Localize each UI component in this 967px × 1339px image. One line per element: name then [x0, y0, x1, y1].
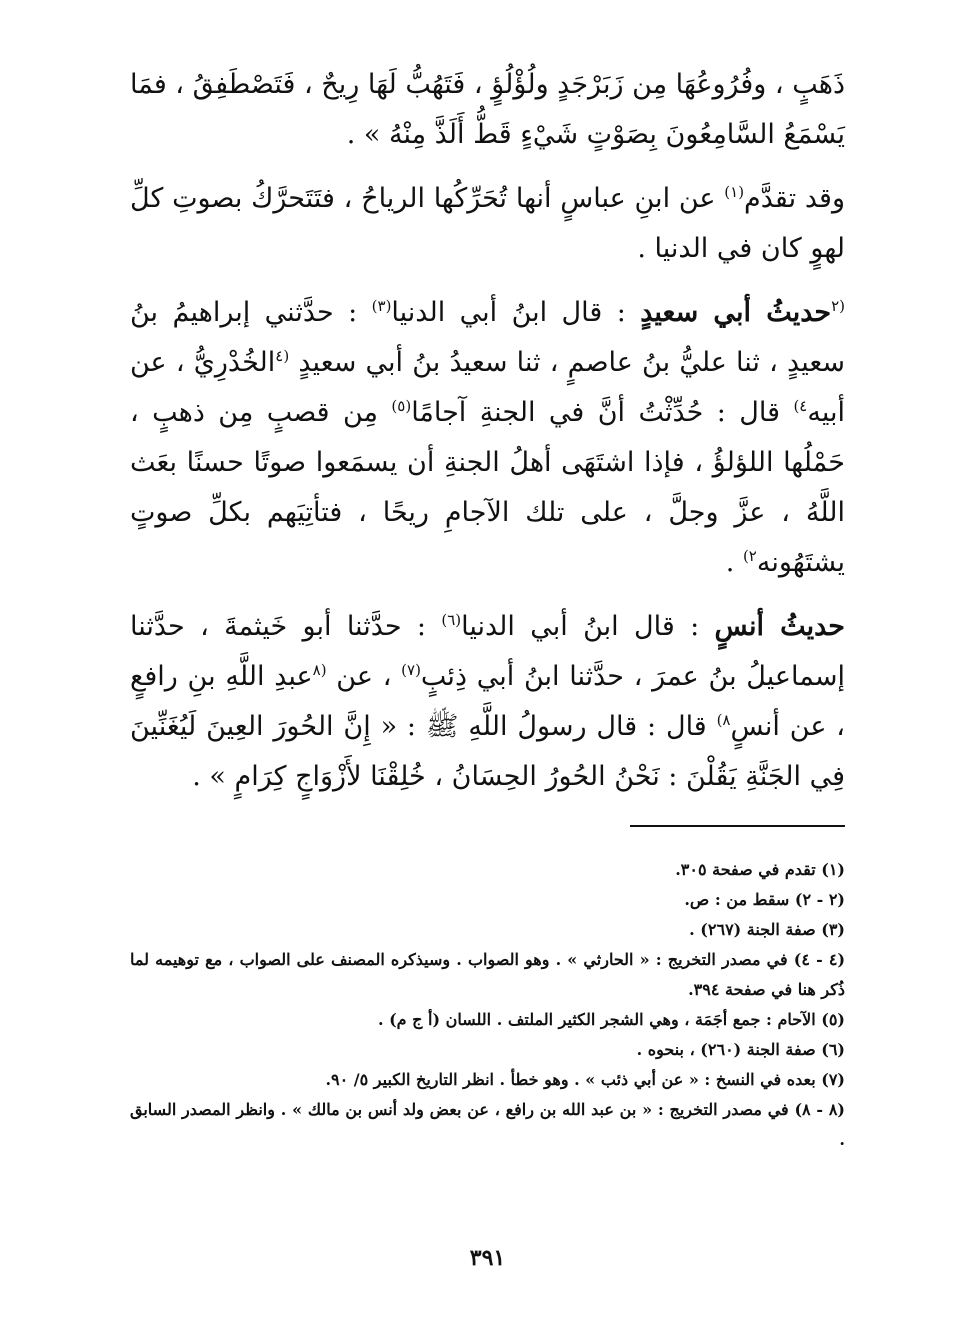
footnote-2: (٢ - ٢) سقط من : ص. [684, 890, 845, 909]
paragraph-3-text-e: مِن قصبٍ مِن ذهبٍ ، حَمْلُها اللؤلؤُ ، فإذا اشتَهَى أهلُ الجنةِ أن يسمَعوا صوتًا حسنًا بعَث اللَّهُ ، عزَّ وجلَّ ، على تلك الآجامِ ريحًا ، فتأتِيَهم بكلِّ صوتٍ يشتَهُونه [130, 397, 845, 578]
paragraph-2-text-a: وقد تقدَّم [744, 183, 845, 214]
footnote-1: (١) تقدم في صفحة ٣٠٥. [675, 860, 845, 879]
paragraph-4-text-b: : حدَّثنا أبو خَيثمةَ ، حدَّثنا إسماعيلُ بنُ عمرَ ، حدَّثنا ابنُ أبي ذِئبٍ [130, 611, 845, 692]
paragraph-2 [130, 174, 845, 274]
paragraph-3-text-b: : حدَّثني إبراهيمُ بنُ سعيدٍ ، ثنا عليُّ بنُ عاصمٍ ، ثنا سعيدُ بنُ أبي سعيدٍ [130, 297, 846, 378]
hadith-title-abi-said: حديثُ أبي سعيدٍ [640, 297, 832, 328]
paragraph-4-text-e: قال : قال رسولُ اللَّهِ ﷺ : « إِنَّ الحُورَ العِينَ لَيُغَنِّينَ فِي الجَنَّةِ يَقُلْنَ : نَحْنُ الحُورُ الحِسَانُ ، خُلِقْنَا لأَزْوَاجٍ كِرَامٍ » . [130, 711, 845, 792]
paragraph-4-text-c: ، عن [326, 661, 402, 692]
paragraph-3-text-f: . [725, 547, 743, 578]
paragraph-3-text-d: قال : حُدِّثْتُ أنَّ في الجنةِ آجامًا [411, 397, 794, 428]
main-text [130, 60, 845, 802]
footnote-ref-7[interactable]: (٧) [401, 661, 421, 679]
footnote-ref-4-close[interactable]: ٤) [793, 397, 808, 415]
paragraph-hadith-abi-said [130, 288, 845, 588]
paragraph-1 [130, 60, 845, 160]
paragraph-2-text-b: عن ابنِ عباسٍ أنها تُحَرِّكُها الرياحُ ، فتَتَحرَّكُ بصوتِ كلِّ لهوٍ كان في الدنيا . [130, 183, 845, 264]
footnote-8: (٨ - ٨) في مصدر التخريج : « بن عبد الله بن رافع ، عن بعض ولد أنس بن مالك » . وانظر المصدر السابق . [130, 1100, 845, 1149]
footnote-3: (٣) صفة الجنة (٢٦٧) . [689, 920, 845, 939]
paragraph-3-text-a: : قال ابنُ أبي الدنيا [391, 297, 641, 328]
page-number: ٣٩١ [469, 1245, 506, 1271]
footnote-7: (٧) بعده في النسخ : « عن أبي ذئب » . وهو خطأ . انظر التاريخ الكبير ٥/ ٩٠. [325, 1070, 845, 1089]
footnote-6: (٦) صفة الجنة (٢٦٠) ، بنحوه . [636, 1040, 845, 1059]
paragraph-4-text-a: : قال ابنُ أبي الدنيا [461, 611, 715, 642]
footnote-ref-5[interactable]: (٥) [391, 397, 412, 415]
paragraph-4-text-d: عبدِ اللَّهِ بنِ رافعٍ ، عن أنسٍ [130, 661, 845, 742]
paragraph-hadith-anas [130, 602, 845, 802]
footnote-ref-3[interactable]: (٣) [371, 297, 392, 315]
footnote-ref-1[interactable]: (١) [724, 183, 745, 201]
hadith-title-anas: حديثُ أنسٍ [714, 611, 845, 642]
footnote-separator [630, 825, 845, 827]
paragraph-3-text-c: الخُدْرِيُّ ، عن أبيه [130, 347, 845, 428]
footnote-ref-2-close[interactable]: ٢) [742, 547, 757, 565]
footnote-4: (٤ - ٤) في مصدر التخريج : « الحارثي » . وهو الصواب . وسيذكره المصنف على الصواب ، مع توهيمه لما ذُكر هنا في صفحة ٣٩٤. [130, 950, 846, 999]
footnote-ref-4-open[interactable]: (٤ [275, 347, 290, 365]
book-page [130, 60, 845, 1300]
footnote-ref-8-open[interactable]: (٨ [312, 661, 327, 679]
paragraph-1-text: ذَهَبٍ ، وفُرُوعُهَا مِن زَبَرْجَدٍ ولُؤْلُؤٍ ، فَتَهُبُّ لَهَا رِيحٌ ، فَتَصْطَفِقُ ، فمَا يَسْمَعُ السَّامِعُونَ بِصَوْتٍ شَيْءٍ قَطُّ أَلَذَّ مِنْهُ » . [129, 69, 845, 150]
footnotes [130, 855, 845, 1155]
footnote-5: (٥) الآحام : جمع أجَمَة ، وهي الشجر الكثير الملتف . اللسان (أ ج م) . [377, 1010, 845, 1029]
footnote-ref-6[interactable]: (٦) [441, 611, 462, 629]
footnote-ref-8-close[interactable]: ٨) [716, 711, 731, 729]
footnote-ref-2-open[interactable]: (٢ [831, 297, 846, 315]
